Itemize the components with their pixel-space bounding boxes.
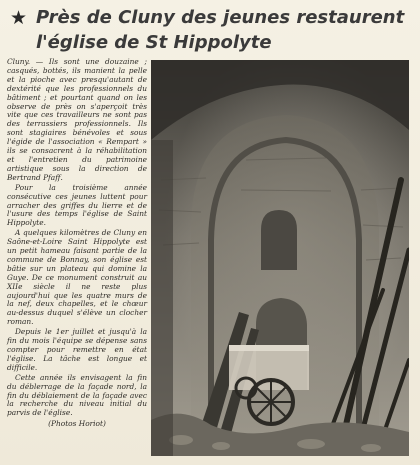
- article-paragraph: Cluny. — Ils sont une douzaine ; casqués, bottés, ils manient la pelle et la pioche avec presqu'autant de dextérité que les professionnels du bâtiment ; et pourtant quand on les observe de près on s'aperçoit très vite que ces travailleurs ne sont pas des terrassiers professionnels. Ils sont stagiaires bénévoles et sous l'égide de l'association « Rempart » ils se consacrent à la réhabilitation et l'entretien du patrimoine artistique sous la direction de Bertrand Pfaff.: [7, 57, 147, 182]
- headline-line-2: l'église de St Hippolyte: [36, 32, 272, 53]
- article-paragraph: Pour la troisième année consécutive ces jeunes luttent pour arracher des griffes du lierre et de l'usure des temps l'église de Saint Hippolyte.: [7, 182, 147, 228]
- article-column: [7, 58, 147, 458]
- headline-line-1: Près de Cluny des jeunes restaurent: [36, 7, 405, 28]
- article-paragraph: Depuis le 1er juillet et jusqu'à la fin du mois l'équipe se dépense sans compter pour remettre en état l'église. La tâche est longue et difficile.: [7, 327, 147, 372]
- church-ruins-photo: [151, 60, 409, 456]
- article-paragraph: Cette année ils envisagent la fin du déblerrage de la façade nord, la fin du déblaiement de la façade avec la recherche du niveau initial du parvis de l'église.: [7, 372, 147, 418]
- headline: [10, 5, 410, 57]
- article-paragraph: A quelques kilomètres de Cluny en Saône-et-Loire Saint Hippolyte est un petit hameau faisant partie de la commune de Bonnay, son église est bâtie sur un plateau qui domine la Guye. De ce monument construit au XIIe siècle il ne reste plus aujourd'hui que les quatre murs de la nef, deux chapelles, et le chœur au-dessus duquel s'élève un clocher roman.: [7, 228, 147, 327]
- photo-credit: (Photos Horiot): [48, 419, 106, 429]
- star-icon: ★: [10, 7, 28, 29]
